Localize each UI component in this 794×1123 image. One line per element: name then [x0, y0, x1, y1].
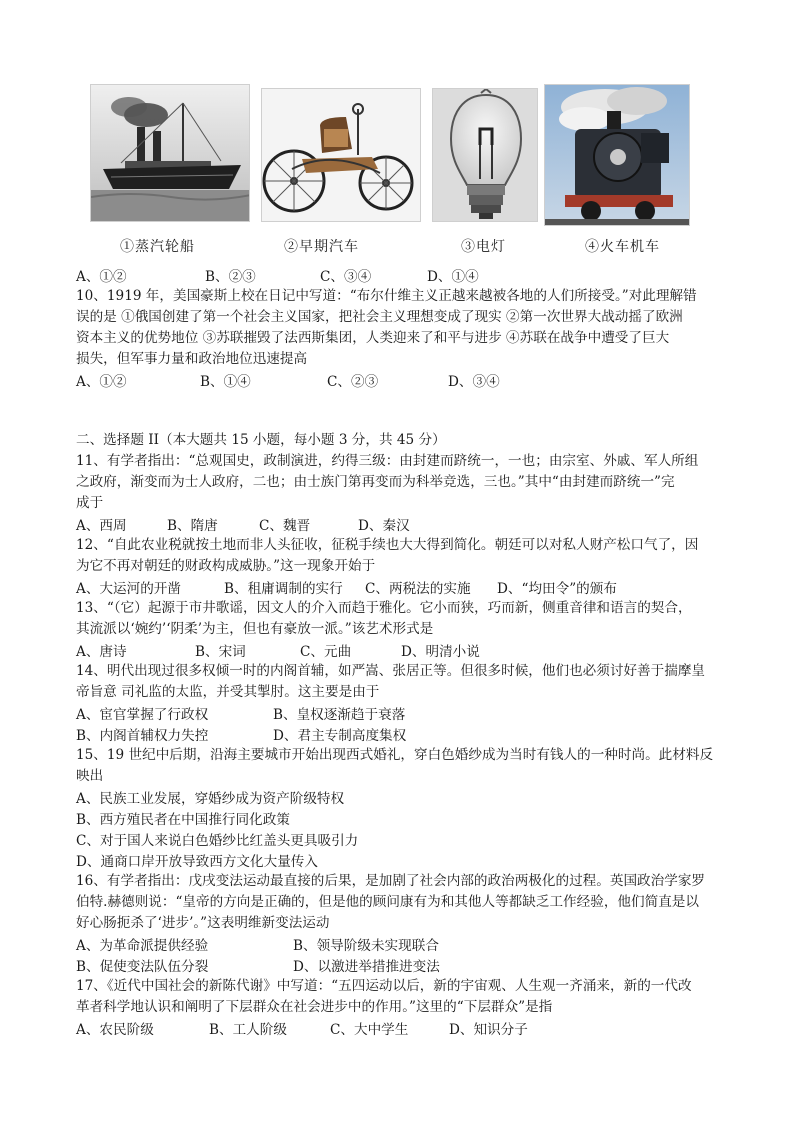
q14-option-a[interactable]: A、宦官掌握了行政权 [76, 707, 209, 723]
q13-option-a[interactable]: A、唐诗 [76, 644, 127, 660]
q11-stem-line: 11、有学者指出：“总观国史，政制演进，约得三级：由封建而跻统一，一也；由宗室、外戚、军人所组 [76, 453, 699, 469]
q12-option-c[interactable]: C、两税法的实施 [365, 581, 471, 597]
q13-option-c[interactable]: C、元曲 [300, 644, 352, 660]
q17-stem-line: 17、《近代中国社会的新陈代谢》中写道：“五四运动以后，新的宇宙观、人生观一齐涌来，新的一代改 [76, 978, 692, 994]
light-bulb-icon [433, 89, 538, 222]
q14-option-c[interactable]: B、内阁首辅权力失控 [76, 728, 209, 744]
q16-option-a[interactable]: A、为革命派提供经验 [76, 938, 209, 954]
q13-stem-line: 13、“（它）起源于市井歌谣，因文人的介入而趋于雅化。它小而狭，巧而新，侧重音律和语言的契合， [76, 600, 692, 616]
q16-option-b[interactable]: B、领导阶级未实现联合 [293, 938, 439, 954]
q16-stem-line: 16、有学者指出：戊戌变法运动最直接的后果，是加剧了社会内部的政治两极化的过程。英国政治学家罗 [76, 873, 706, 889]
q14-option-d[interactable]: D、君主专制高度集权 [273, 728, 407, 744]
q17-option-b[interactable]: B、工人阶级 [209, 1022, 287, 1038]
q10-stem-line: 10、1919 年，美国豪斯上校在日记中写道：“布尔什维主义正越来越被各地的人们所接受。”对此理解错 [76, 288, 697, 304]
q9-option-c[interactable]: C、③④ [320, 269, 372, 285]
q14-option-b[interactable]: B、皇权逐渐趋于衰落 [273, 707, 406, 723]
q15-stem-line: 15、19 世纪中后期，沿海主要城市开始出现西式婚礼，穿白色婚纱成为当时有钱人的一种时尚。此材料反 [76, 747, 714, 763]
q15-option-b[interactable]: B、西方殖民者在中国推行同化政策 [76, 812, 290, 828]
section-heading: 二、选择题 II（本大题共 15 小题，每小题 3 分，共 45 分） [76, 432, 446, 448]
q10-stem-line: 资本主义的优势地位 ③苏联摧毁了法西斯集团，人类迎来了和平与进步 ④苏联在战争中遭受了巨大 [76, 330, 670, 346]
q10-stem-line: 误的是 ①俄国创建了第一个社会主义国家，把社会主义理想变成了现实 ②第一次世界大战动摇了欧洲 [76, 309, 683, 325]
q13-option-b[interactable]: B、宋词 [195, 644, 246, 660]
q17-option-a[interactable]: A、农民阶级 [76, 1022, 154, 1038]
caption-locomotive: ④火车机车 [585, 239, 660, 255]
q11-stem-line: 成于 [76, 495, 104, 511]
q10-stem-line: 损失，但军事力量和政治地位迅速提高 [76, 351, 308, 367]
light-bulb-image [432, 88, 538, 222]
q12-option-b[interactable]: B、租庸调制的实行 [224, 581, 343, 597]
q12-stem-line: 为它不再对朝廷的财政构成威胁。”这一现象开始于 [76, 558, 376, 574]
q14-stem-line: 帝旨意 司礼监的太监，并受其掣肘。这主要是由于 [76, 684, 380, 700]
locomotive-image [544, 84, 690, 226]
q13-option-d[interactable]: D、明清小说 [401, 644, 480, 660]
caption-early-car: ②早期汽车 [284, 239, 359, 255]
q17-option-d[interactable]: D、知识分子 [449, 1022, 528, 1038]
q11-option-a[interactable]: A、西周 [76, 518, 127, 534]
q10-option-b[interactable]: B、①④ [200, 374, 251, 390]
steamship-image [90, 84, 250, 222]
q10-option-a[interactable]: A、①② [76, 374, 127, 390]
q9-option-d[interactable]: D、①④ [427, 269, 479, 285]
q14-stem-line: 14、明代出现过很多权倾一时的内阁首辅，如严嵩、张居正等。但很多时候，他们也必须讨好善于揣摩皇 [76, 663, 706, 679]
q16-stem-line: 伯特.赫德则说：“皇帝的方向是正确的，但是他的顾问康有为和其他人等都缺乏工作经验，他们简直是以 [76, 894, 699, 910]
q9-option-a[interactable]: A、①② [76, 269, 127, 285]
q15-stem-line: 映出 [76, 768, 104, 784]
early-car-image [261, 88, 421, 222]
q15-option-c[interactable]: C、对于国人来说白色婚纱比红盖头更具吸引力 [76, 833, 359, 849]
q9-option-b[interactable]: B、②③ [205, 269, 256, 285]
car-icon [262, 89, 421, 222]
q10-option-d[interactable]: D、③④ [448, 374, 500, 390]
q12-option-a[interactable]: A、大运河的开凿 [76, 581, 181, 597]
q11-option-d[interactable]: D、秦汉 [358, 518, 410, 534]
caption-steamship: ①蒸汽轮船 [120, 239, 195, 255]
q16-option-d[interactable]: D、以激进举措推进变法 [293, 959, 440, 975]
q16-option-c[interactable]: B、促使变法队伍分裂 [76, 959, 209, 975]
q15-option-a[interactable]: A、民族工业发展，穿婚纱成为资产阶级特权 [76, 791, 345, 807]
q16-stem-line: 好心肠扼杀了‘进步’。”这表明维新变法运动 [76, 915, 330, 931]
steamship-icon [91, 85, 250, 222]
caption-light-bulb: ③电灯 [461, 239, 506, 255]
q12-option-d[interactable]: D、“均田令”的颁布 [497, 581, 617, 597]
q17-stem-line: 革者科学地认识和阐明了下层群众在社会进步中的作用。”这里的“下层群众”是指 [76, 999, 553, 1015]
q15-option-d[interactable]: D、通商口岸开放导致西方文化大量传入 [76, 854, 318, 870]
q12-stem-line: 12、“自此农业税就按土地而非人头征收，征税手续也大大得到简化。朝廷可以对私人财产松口气了，因 [76, 537, 699, 553]
q10-option-c[interactable]: C、②③ [327, 374, 379, 390]
q11-option-c[interactable]: C、魏晋 [259, 518, 311, 534]
q13-stem-line: 其流派以‘婉约’‘阴柔’为主，但也有豪放一派。”该艺术形式是 [76, 621, 434, 637]
q11-stem-line: 之政府，渐变而为士人政府，二也；由士族门第再变而为科举竞选，三也。”其中“由封建而跻统一”完 [76, 474, 675, 490]
q11-option-b[interactable]: B、隋唐 [167, 518, 218, 534]
locomotive-icon [545, 85, 690, 226]
q17-option-c[interactable]: C、大中学生 [330, 1022, 409, 1038]
